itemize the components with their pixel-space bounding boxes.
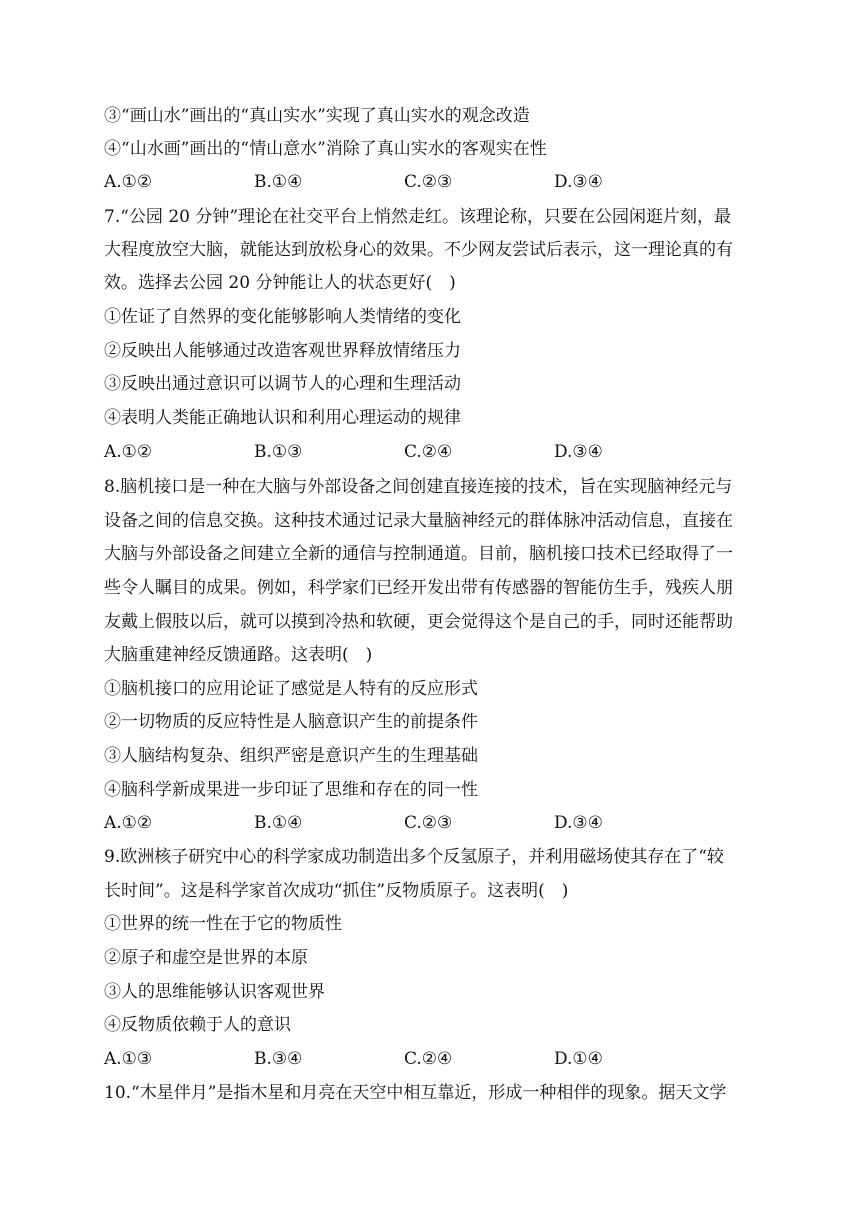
- q6-option-a: A.①②: [104, 172, 153, 192]
- q9-item-2: ②原子和虚空是世界的本原: [104, 948, 308, 968]
- q8-option-a: A.①②: [104, 813, 153, 833]
- q9-item-1: ①世界的统一性在于它的物质性: [104, 914, 342, 934]
- q9-stem-line-2: 长时间”。这是科学家首次成功“抓住”反物质原子。这表明( ): [104, 881, 569, 901]
- q9-option-a: A.①③: [104, 1049, 153, 1069]
- q9-option-b: B.③④: [254, 1049, 303, 1069]
- q8-stem-line-5: 友戴上假肢以后，就可以摸到冷热和软硬，更会觉得这个是自己的手，同时还能帮助: [104, 612, 733, 632]
- q7-item-4: ④表明人类能正确地认识和利用心理运动的规律: [104, 408, 461, 428]
- q8-stem-line-1: 8.脑机接口是一种在大脑与外部设备之间创建直接连接的技术，旨在实现脑神经元与: [104, 477, 733, 497]
- q8-stem-line-3: 大脑与外部设备之间建立全新的通信与控制通道。目前，脑机接口技术已经取得了一: [104, 544, 733, 564]
- q6-option-d: D.③④: [554, 172, 603, 192]
- q9-item-3: ③人的思维能够认识客观世界: [104, 982, 325, 1002]
- q6-item-3: ③“画山水”画出的“真山实水”实现了真山实水的观念改造: [104, 106, 530, 126]
- q8-item-1: ①脑机接口的应用论证了感觉是人特有的反应形式: [104, 679, 478, 699]
- q8-item-2: ②一切物质的反应特性是人脑意识产生的前提条件: [104, 712, 478, 732]
- q7-item-1: ①佐证了自然界的变化能够影响人类情绪的变化: [104, 307, 461, 327]
- q9-stem-line-1: 9.欧洲核子研究中心的科学家成功制造出多个反氢原子，并利用磁场使其存在了“较: [104, 847, 724, 867]
- q7-stem-line-1: 7.“公园 20 分钟”理论在社交平台上悄然走红。该理论称，只要在公园闲逛片刻，最: [104, 207, 732, 227]
- q7-stem-line-2: 大程度放空大脑，就能达到放松身心的效果。不少网友尝试后表示，这一理论真的有: [104, 240, 733, 260]
- q9-option-d: D.①④: [554, 1049, 603, 1069]
- q7-option-a: A.①②: [104, 442, 153, 462]
- q7-option-b: B.①③: [254, 442, 303, 462]
- q8-stem-line-2: 设备之间的信息交换。这种技术通过记录大量脑神经元的群体脉冲活动信息，直接在: [104, 511, 733, 531]
- q6-option-c: C.②③: [404, 172, 453, 192]
- q10-stem-line-1: 10.“木星伴月”是指木星和月亮在天空中相互靠近，形成一种相伴的现象。据天文学: [104, 1083, 727, 1103]
- q7-option-c: C.②④: [404, 442, 453, 462]
- q6-item-4: ④“山水画”画出的“情山意水”消除了真山实水的客观实在性: [104, 139, 547, 159]
- q7-stem-line-3: 效。选择去公园 20 分钟能让人的状态更好( ): [104, 273, 456, 293]
- q8-stem-line-4: 些令人瞩目的成果。例如，科学家们已经开发出带有传感器的智能仿生手，残疾人朋: [104, 578, 733, 598]
- q7-option-d: D.③④: [554, 442, 603, 462]
- q8-item-4: ④脑科学新成果进一步印证了思维和存在的同一性: [104, 780, 478, 800]
- q8-stem-line-6: 大脑重建神经反馈通路。这表明( ): [104, 645, 373, 665]
- q8-option-c: C.②③: [404, 813, 453, 833]
- q8-option-b: B.①④: [254, 813, 303, 833]
- q8-option-d: D.③④: [554, 813, 603, 833]
- q8-item-3: ③人脑结构复杂、组织严密是意识产生的生理基础: [104, 746, 478, 766]
- q9-item-4: ④反物质依赖于人的意识: [104, 1015, 291, 1035]
- q6-option-b: B.①④: [254, 172, 303, 192]
- q7-item-3: ③反映出通过意识可以调节人的心理和生理活动: [104, 374, 461, 394]
- q9-option-c: C.②④: [404, 1049, 453, 1069]
- q7-item-2: ②反映出人能够通过改造客观世界释放情绪压力: [104, 341, 461, 361]
